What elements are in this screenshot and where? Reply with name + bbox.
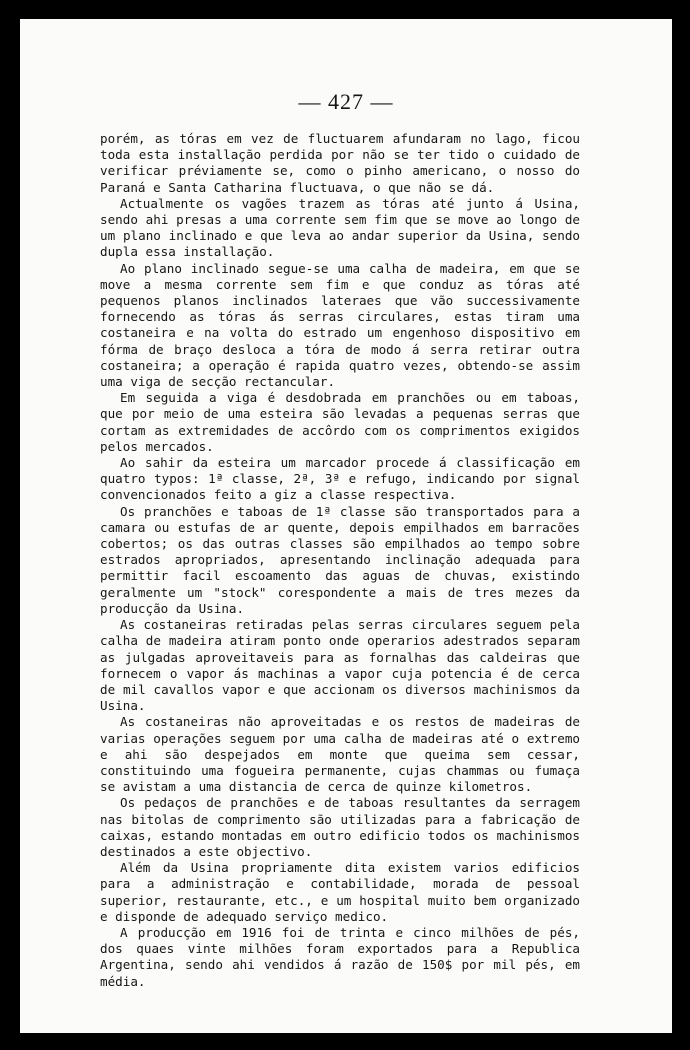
paragraph: Além da Usina propriamente dita existem varios edificios para a administração e contabilidade, morada de pessoal superior, restaurante, etc., e um hospital muito bem organizado e disponde de adequado serviço medico. [100, 860, 580, 924]
paragraph: Actualmente os vagões trazem as tóras até junto á Usina, sendo ahi presas a uma corrente sem fim que se move ao longo de um plano inclinado e que leva ao andar superior da Usina, sendo dupla essa installação. [100, 195, 580, 260]
book-page [20, 19, 672, 1033]
paragraph: porém, as tóras em vez de fluctuarem afundaram no lago, ficou toda esta installação perdida por não se ter tido o cuidado de verificar préviamente se, como o pinho americano, o nosso do Paraná e Santa Catharina fluctuava, o que não se dá. [100, 131, 580, 195]
body-text [100, 131, 580, 990]
paragraph: As costaneiras não aproveitadas e os restos de madeiras de varias operações seguem por uma calha de madeiras até o extremo e ahi são despejados em monte que queima sem cessar, constituindo uma fogueira permanente, cujas chammas ou fumaça se avistam a uma distancia de cerca de quinze kilometros. [100, 714, 580, 795]
paragraph: Os pedaços de pranchões e de taboas resultantes da serragem nas bitolas de comprimento são utilizadas para a fabricação de caixas, estando montadas em outro edificio todos os machinismos destinados a este objectivo. [100, 795, 580, 859]
paragraph: Ao sahir da esteira um marcador procede á classificação em quatro typos: 1ª classe, 2ª, 3ª e refugo, indicando por signal convencionados feito a giz a classe respectiva. [100, 455, 580, 503]
page-number: — 427 — [298, 89, 394, 114]
paragraph: As costaneiras retiradas pelas serras circulares seguem pela calha de madeira atiram ponto onde operarios adestrados separam as julgadas aproveitaveis para as fornalhas das caldeiras que fornecem o vapor ás machinas a vapor cuja potencia é de cerca de mil cavallos vapor e que accionam os diversos machinismos da Usina. [100, 617, 580, 714]
paragraph: A producção em 1916 foi de trinta e cinco milhões de pés, dos quaes vinte milhões foram exportados para a Republica Argentina, sendo ahi vendidos á razão de 150$ por mil pés, em média. [100, 924, 580, 989]
paragraph: Ao plano inclinado segue-se uma calha de madeira, em que se move a mesma corrente sem fim e que conduz as tóras até pequenos planos inclinados lateraes que vão successivamente fornecendo as tóras ás serras circulares, estas tiram uma costaneira e na volta do estrado um engenhoso dispositivo em fórma de braço desloca a tóra de modo á serra retirar outra costaneira; a operação é rapida quatro vezes, obtendo-se assim uma viga de secção rectancular. [100, 260, 580, 390]
paragraph: Em seguida a viga é desdobrada em pranchões ou em taboas, que por meio de uma esteira são levadas a pequenas serras que cortam as extremidades de accôrdo com os comprimentos exigidos pelos mercados. [100, 390, 580, 454]
paragraph: Os pranchões e taboas de 1ª classe são transportados para a camara ou estufas de ar quente, depois empilhados em barracões cobertos; os das outras classes são empilhados ao tempo sobre estrados apropriados, apresentando inclinação adequada para permittir facil escoamento das aguas de chuvas, existindo geralmente um "stock" corespondente a mais de tres mezes da producção da Usina. [100, 503, 580, 616]
